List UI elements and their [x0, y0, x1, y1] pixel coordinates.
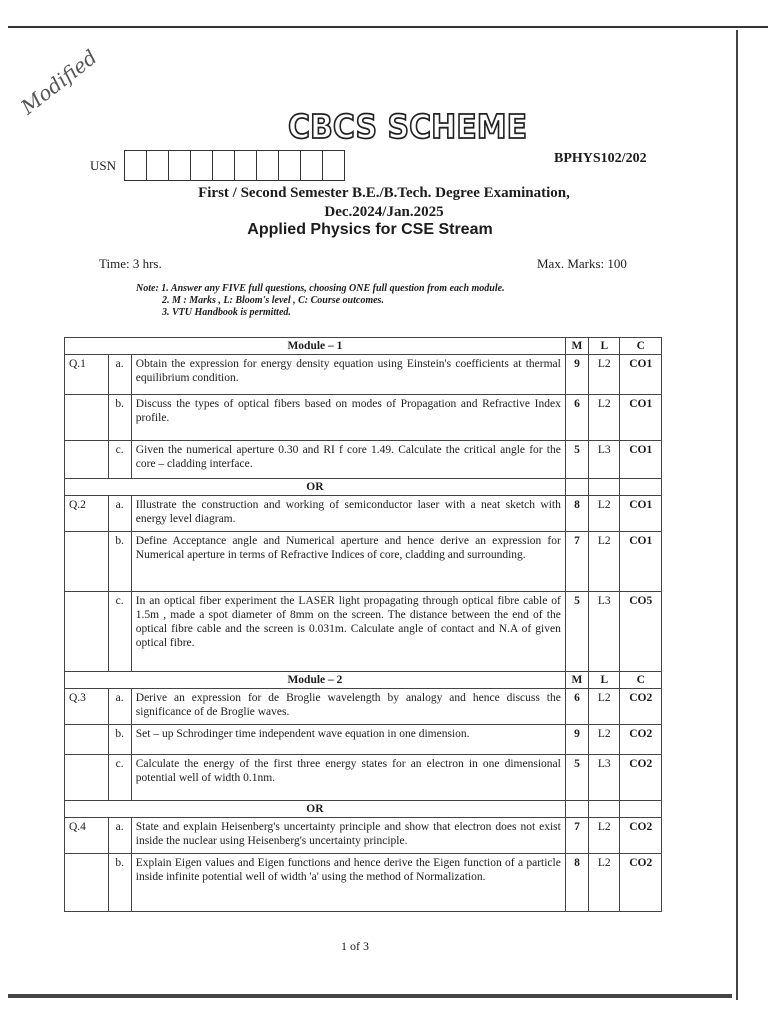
column-header-c: C [620, 672, 662, 689]
usn-digit-box [124, 150, 147, 181]
max-marks: Max. Marks: 100 [537, 256, 627, 271]
blooms-level-cell: L2 [589, 496, 620, 532]
usn-digit-box [256, 150, 279, 181]
usn-digit-box [322, 150, 345, 181]
top-border [8, 26, 768, 28]
empty-cell [620, 801, 662, 818]
module-header-row [65, 338, 662, 355]
course-outcome-cell: CO1 [620, 355, 662, 395]
column-header-m: M [565, 672, 588, 689]
or-label: OR [65, 801, 566, 818]
handwritten-stamp: Modified [16, 44, 102, 120]
or-row [65, 479, 662, 496]
question-row [65, 725, 662, 755]
or-row [65, 801, 662, 818]
question-number [65, 395, 109, 441]
usn-digit-box [300, 150, 323, 181]
course-outcome-cell: CO1 [620, 441, 662, 479]
course-outcome-cell: CO2 [620, 689, 662, 725]
course-outcome-cell: CO2 [620, 854, 662, 912]
question-text: In an optical fiber experiment the LASER light propagating through optical fibre cable of 1.5m , made a spot diameter of 8mm on the screen. The distance between the end of the optical fibre cable and the screen is 0.031m. Calculate angle of contact and N.A of given optical fibre. [131, 592, 565, 672]
marks-cell: 9 [565, 725, 588, 755]
module-label: Module – 2 [65, 672, 566, 689]
usn-label: USN [90, 158, 117, 173]
question-row [65, 532, 662, 592]
question-row [65, 441, 662, 479]
question-number: Q.3 [65, 689, 109, 725]
question-number [65, 532, 109, 592]
empty-cell [620, 479, 662, 496]
question-number [65, 725, 109, 755]
paper-code: BPHYS102/202 [554, 151, 647, 166]
empty-cell [589, 801, 620, 818]
marks-cell: 5 [565, 441, 588, 479]
sub-question-label: a. [108, 496, 131, 532]
note-3: 3. VTU Handbook is permitted. [162, 307, 291, 318]
marks-cell: 9 [565, 355, 588, 395]
question-number: Q.1 [65, 355, 109, 395]
module-header-row [65, 672, 662, 689]
question-text: State and explain Heisenberg's uncertainty principle and show that electron does not exist inside the nuclear using Heisenberg's uncertainty principle. [131, 818, 565, 854]
question-text: Explain Eigen values and Eigen functions and hence derive the Eigen function of a particle inside infinite potential well of width 'a' using the method of Normalization. [131, 854, 565, 912]
column-header-l: L [589, 338, 620, 355]
question-text: Derive an expression for de Broglie wavelength by analogy and hence discuss the significance of de Broglie waves. [131, 689, 565, 725]
or-label: OR [65, 479, 566, 496]
blooms-level-cell: L3 [589, 441, 620, 479]
blooms-level-cell: L3 [589, 592, 620, 672]
question-row [65, 854, 662, 912]
blooms-level-cell: L2 [589, 532, 620, 592]
course-outcome-cell: CO2 [620, 818, 662, 854]
page-number: 1 of 3 [341, 939, 369, 953]
question-number: Q.2 [65, 496, 109, 532]
marks-cell: 6 [565, 689, 588, 725]
instructions [136, 283, 505, 319]
question-number [65, 854, 109, 912]
sub-question-label: b. [108, 854, 131, 912]
sub-question-label: b. [108, 725, 131, 755]
question-text: Discuss the types of optical fibers based on modes of Propagation and Refractive Index profile. [131, 395, 565, 441]
course-outcome-cell: CO1 [620, 532, 662, 592]
marks-cell: 6 [565, 395, 588, 441]
question-row [65, 496, 662, 532]
empty-cell [565, 801, 588, 818]
module-label: Module – 1 [65, 338, 566, 355]
scheme-logo: CBCS SCHEME [288, 108, 528, 147]
sub-question-label: c. [108, 592, 131, 672]
question-table [64, 337, 662, 912]
course-outcome-cell: CO2 [620, 755, 662, 801]
course-outcome-cell: CO1 [620, 395, 662, 441]
sub-question-label: a. [108, 355, 131, 395]
marks-cell: 8 [565, 496, 588, 532]
usn-digit-box [190, 150, 213, 181]
usn-digit-box [234, 150, 257, 181]
sub-question-label: a. [108, 818, 131, 854]
right-border [736, 30, 738, 1000]
sub-question-label: c. [108, 441, 131, 479]
question-row [65, 818, 662, 854]
marks-cell: 7 [565, 818, 588, 854]
subject-title: Applied Physics for CSE Stream [247, 221, 493, 238]
blooms-level-cell: L2 [589, 395, 620, 441]
question-text: Obtain the expression for energy density equation using Einstein's coefficients at thermal equilibrium condition. [131, 355, 565, 395]
usn-digit-box [212, 150, 235, 181]
blooms-level-cell: L2 [589, 854, 620, 912]
blooms-level-cell: L2 [589, 689, 620, 725]
question-number [65, 441, 109, 479]
course-outcome-cell: CO5 [620, 592, 662, 672]
empty-cell [565, 479, 588, 496]
question-text: Define Acceptance angle and Numerical aperture and hence derive an expression for Numerical aperture in terms of Refractive Indices of core, cladding and surrounding. [131, 532, 565, 592]
question-number: Q.4 [65, 818, 109, 854]
question-text: Given the numerical aperture 0.30 and RI f core 1.49. Calculate the critical angle for the core – cladding interface. [131, 441, 565, 479]
sub-question-label: c. [108, 755, 131, 801]
column-header-c: C [620, 338, 662, 355]
usn-digit-box [146, 150, 169, 181]
marks-cell: 8 [565, 854, 588, 912]
question-row [65, 355, 662, 395]
sub-question-label: b. [108, 395, 131, 441]
usn-digit-box [168, 150, 191, 181]
column-header-l: L [589, 672, 620, 689]
marks-cell: 7 [565, 532, 588, 592]
question-number [65, 755, 109, 801]
question-row [65, 689, 662, 725]
blooms-level-cell: L2 [589, 818, 620, 854]
question-row [65, 755, 662, 801]
marks-cell: 5 [565, 592, 588, 672]
question-text: Illustrate the construction and working of semiconductor laser with a neat sketch with energy level diagram. [131, 496, 565, 532]
question-text: Set – up Schrodinger time independent wave equation in one dimension. [131, 725, 565, 755]
blooms-level-cell: L3 [589, 755, 620, 801]
exam-title: First / Second Semester B.E./B.Tech. Degree Examination, [198, 185, 570, 201]
course-outcome-cell: CO2 [620, 725, 662, 755]
blooms-level-cell: L2 [589, 725, 620, 755]
note-1: Note: 1. Answer any FIVE full questions, choosing ONE full question from each module. [136, 283, 505, 294]
sub-question-label: a. [108, 689, 131, 725]
empty-cell [589, 479, 620, 496]
question-number [65, 592, 109, 672]
column-header-m: M [565, 338, 588, 355]
question-row [65, 395, 662, 441]
course-outcome-cell: CO1 [620, 496, 662, 532]
usn-digit-box [278, 150, 301, 181]
bottom-border [8, 994, 732, 998]
marks-cell: 5 [565, 755, 588, 801]
blooms-level-cell: L2 [589, 355, 620, 395]
sub-question-label: b. [108, 532, 131, 592]
question-text: Calculate the energy of the first three energy states for an electron in one dimensional potential well of width 0.1nm. [131, 755, 565, 801]
note-2: 2. M : Marks , L: Bloom's level , C: Course outcomes. [162, 295, 384, 306]
exam-date: Dec.2024/Jan.2025 [324, 204, 444, 220]
question-row [65, 592, 662, 672]
time-allowed: Time: 3 hrs. [99, 256, 162, 271]
usn-boxes [124, 150, 344, 181]
